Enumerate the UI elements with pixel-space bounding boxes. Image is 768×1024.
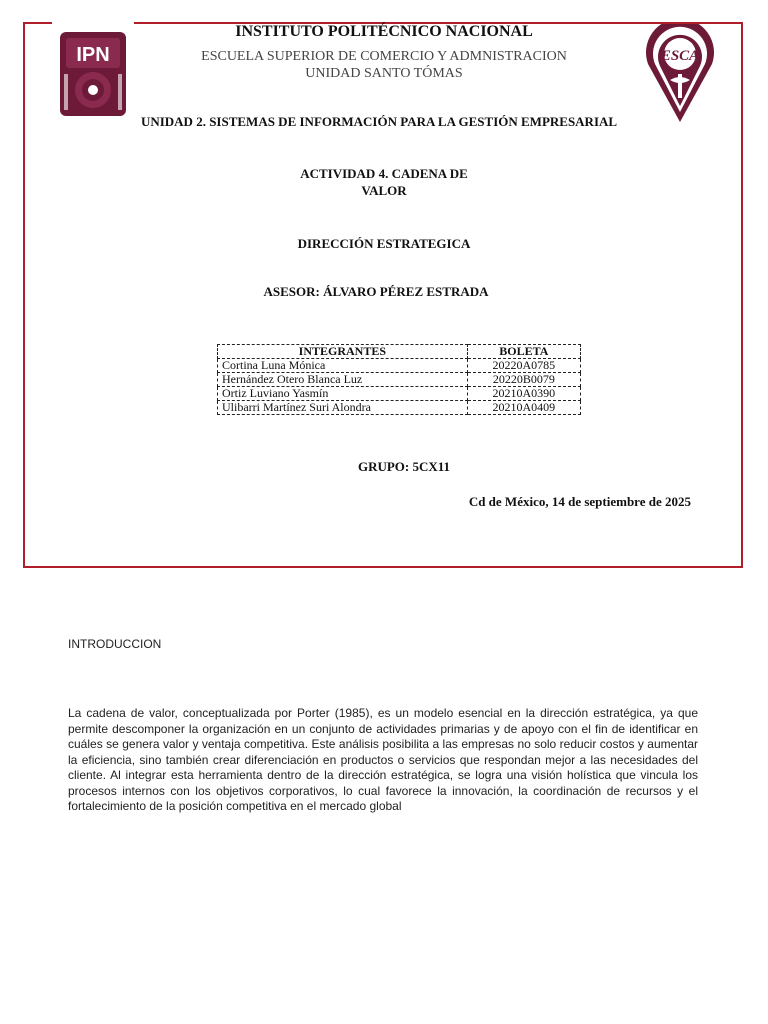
table-header-row	[218, 345, 581, 359]
header-integrantes: INTEGRANTES	[218, 345, 468, 359]
svg-text:IPN: IPN	[76, 44, 110, 66]
date-line: Cd de México, 14 de septiembre de 2025	[468, 494, 691, 509]
school-name: ESCUELA SUPERIOR DE COMERCIO Y ADMNISTRACION	[201, 49, 567, 64]
member-name: Ortiz Luviano Yasmín	[218, 387, 468, 401]
svg-text:ESCA: ESCA	[660, 48, 700, 64]
subject-title: DIRECCIÓN ESTRATEGICA	[297, 236, 471, 251]
member-name: Cortina Luna Mónica	[218, 359, 468, 373]
intro-paragraph: La cadena de valor, conceptualizada por Porter (1985), es un modelo esencial en la dirección estratégica, ya que permite descomponer la organización en un conjunto de actividades primarias y de apoyo con el fin de identificar en cuáles se genera valor y ventaja competitiva. Este análisis posibilita a las empresas no solo reducir costos y aumentar la eficiencia, sino también crear diferenciación en productos o servicios que respondan mejor a las necesidades del cliente. Al integrar esta herramienta dentro de la dirección estratégica, se logra una visión holística que vincula los procesos internos con los objetivos corporativos, lo cual favorece la innovación, la coordinación de recursos y el fortalecimiento de la posición competitiva en el mercado global	[68, 706, 698, 813]
members-table	[217, 344, 581, 415]
activity-line-1: ACTIVIDAD 4. CADENA DE	[300, 166, 468, 181]
unit-title: UNIDAD 2. SISTEMAS DE INFORMACIÓN PARA LA GESTIÓN EMPRESARIAL	[140, 114, 618, 129]
member-boleta: 20210A0390	[467, 387, 580, 401]
activity-line-2: VALOR	[361, 183, 407, 198]
header-boleta: BOLETA	[467, 345, 580, 359]
activity-title	[284, 165, 484, 199]
table-row	[218, 401, 581, 415]
member-boleta: 20220A0785	[467, 359, 580, 373]
school-name-block	[0, 48, 768, 82]
group-label: GRUPO: 5CX11	[357, 459, 451, 474]
member-name: Hernández Otero Blanca Luz	[218, 373, 468, 387]
advisor-name: ASESOR: ÁLVARO PÉREZ ESTRADA	[263, 284, 489, 299]
member-name: Ulibarri Martínez Suri Alondra	[218, 401, 468, 415]
table-row	[218, 387, 581, 401]
institution-title: INSTITUTO POLITÉCNICO NACIONAL	[235, 23, 533, 40]
campus-name: UNIDAD SANTO TÓMAS	[305, 66, 463, 81]
member-boleta: 20210A0409	[467, 401, 580, 415]
table-row	[218, 359, 581, 373]
member-boleta: 20220B0079	[467, 373, 580, 387]
table-row	[218, 373, 581, 387]
intro-heading: INTRODUCCION	[68, 637, 162, 651]
